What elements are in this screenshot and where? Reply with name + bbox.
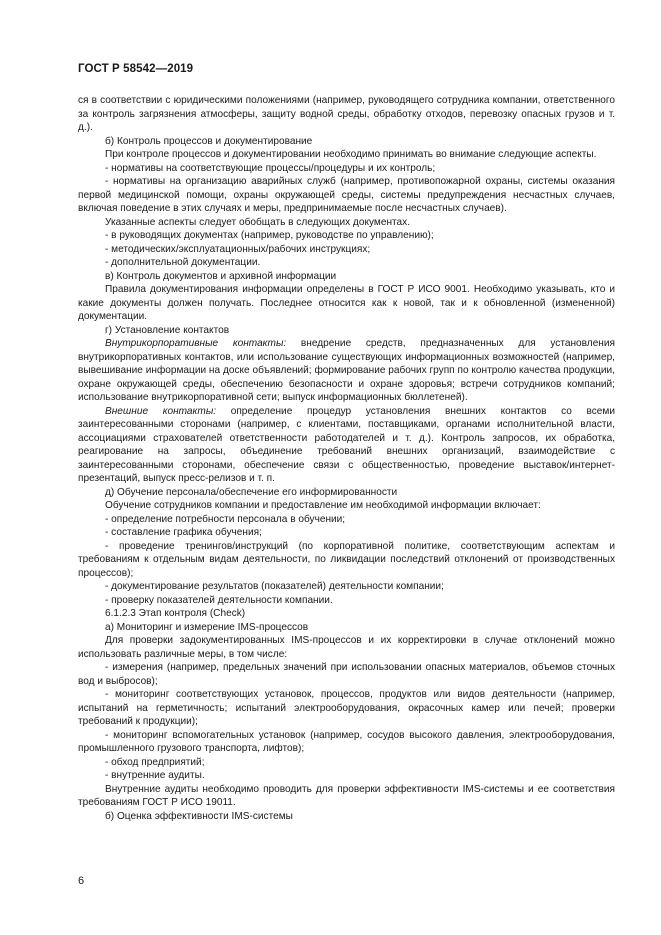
paragraph bbox=[78, 513, 615, 527]
paragraph bbox=[78, 486, 615, 500]
paragraph bbox=[78, 499, 615, 513]
paragraph bbox=[78, 607, 615, 621]
document-body bbox=[78, 94, 615, 823]
paragraph-text: - измерения (например, предельных значений при использовании опасных материалов, объемов сточных вод и выбросов); bbox=[78, 662, 615, 687]
paragraph-text: При контроле процессов и документировании необходимо принимать во внимание следующие аспекты. bbox=[105, 149, 597, 160]
paragraph bbox=[78, 688, 615, 729]
paragraph-text: - в руководящих документах (например, руководстве по управлению); bbox=[105, 230, 434, 241]
paragraph bbox=[78, 783, 615, 810]
paragraph-lead-term: Внешние контакты: bbox=[105, 405, 217, 417]
paragraph bbox=[78, 756, 615, 770]
paragraph bbox=[78, 216, 615, 230]
paragraph bbox=[78, 283, 615, 324]
paragraph-text: а) Мониторинг и измерение IMS-процессов bbox=[105, 621, 309, 633]
document-header: ГОСТ Р 58542—2019 bbox=[78, 63, 194, 75]
paragraph bbox=[78, 661, 615, 688]
paragraph-text: 6.1.2.3 Этап контроля (Check) bbox=[105, 608, 246, 619]
paragraph-text: - документирование результатов (показателей) деятельности компании; bbox=[105, 581, 444, 592]
paragraph bbox=[78, 256, 615, 270]
paragraph-text: - мониторинг вспомогательных установок (например, сосудов высокого давления, электрооборудования, промышленного грузового транспорта, лифтов); bbox=[78, 729, 615, 754]
paragraph bbox=[78, 580, 615, 594]
paragraph-text: б) Оценка эффективности IMS-системы bbox=[105, 810, 293, 822]
paragraph-text: - нормативы на организацию аварийных служб (например, противопожарной охраны, системы оказания первой медицинской помощи, охраны окружающей среды, системы предупреждения несчастных случаев, включая поведение в этих случаях и меры, предпринимаемые после несчастных случаев). bbox=[78, 176, 615, 214]
paragraph bbox=[78, 337, 615, 405]
paragraph-text: Указанные аспекты следует обобщать в следующих документах. bbox=[105, 216, 411, 228]
paragraph bbox=[78, 634, 615, 661]
paragraph bbox=[78, 94, 615, 135]
paragraph-text: Обучение сотрудников компании и предоставление им необходимой информации включает: bbox=[105, 500, 541, 511]
paragraph-text: внедрение средств, предназначенных для установления внутрикорпоративных контактов, или использование существующих информационных возможностей (например, вывешивание информации на доске объявлений; формирование рабочих групп по контролю качества продукции, охране окружающей среды, обеспечению безопасности и охране здоровья; встречи сотрудников компаний; использование внутрикорпоративной сети; выпуск информационных бюллетеней). bbox=[78, 338, 615, 403]
paragraph-text: - проведение тренингов/инструкций (по корпоративной политике, соответствующим аспектам и требованиям к отдельным видам деятельности, по ликвидации последствий отклонений от производственных процессов); bbox=[78, 540, 615, 579]
paragraph-text: Правила документирования информации определены в ГОСТ Р ИСО 9001. Необходимо указывать, кто и какие документы должен получать. Последнее относится как к новой, так и к обновленной (измененной) документации. bbox=[78, 284, 615, 322]
paragraph-lead-term: Внутрикорпоративные контакты: bbox=[105, 338, 287, 349]
paragraph-text: - нормативы на соответствующие процессы/процедуры и их контроль; bbox=[105, 162, 436, 174]
paragraph-text: д) Обучение персонала/обеспечение его информированности bbox=[105, 486, 398, 498]
paragraph bbox=[78, 526, 615, 540]
paragraph-text: - обход предприятий; bbox=[105, 756, 205, 768]
paragraph bbox=[78, 135, 615, 149]
paragraph-text: в) Контроль документов и архивной информации bbox=[105, 270, 337, 282]
paragraph bbox=[78, 175, 615, 216]
paragraph-text: б) Контроль процессов и документирование bbox=[105, 135, 313, 147]
paragraph-text: - внутренние аудиты. bbox=[105, 770, 205, 781]
paragraph-text: - методических/эксплуатационных/рабочих инструкциях; bbox=[105, 243, 371, 255]
paragraph bbox=[78, 810, 615, 824]
paragraph-text: ся в соответствии с юридическими положениями (например, руководящего сотрудника компании, ответственного за контроль загрязнения атмосферы, защиту водной среды, обработку отходов, перевозку опасных грузов и т. д.). bbox=[78, 95, 615, 133]
paragraph bbox=[78, 594, 615, 608]
paragraph-text: - проверку показателей деятельности компании. bbox=[105, 594, 333, 606]
paragraph bbox=[78, 769, 615, 783]
paragraph-text: г) Установление контактов bbox=[105, 324, 230, 336]
paragraph-text: определение процедур установления внешних контактов со всеми заинтересованными сторонами (например, с клиентами, поставщиками, органами исполнительной власти, ассоциациями страхователей ответственности работодателей и т. д.). Контроль запросов, их обработка, реагирование на запросы, объединение требований внешних организаций, взаимодействие с заинтересованными сторонами, обеспечение связи с общественностью, проведение выставок/интернет-презентаций, выпуск пресс-релизов и т. п. bbox=[78, 405, 616, 484]
paragraph bbox=[78, 148, 615, 162]
page-number: 6 bbox=[78, 875, 85, 887]
paragraph bbox=[78, 540, 615, 581]
paragraph-text: Внутренние аудиты необходимо проводить для проверки эффективности IMS-системы и ее соответствия требованиям ГОСТ Р ИСО 19011. bbox=[78, 783, 615, 808]
paragraph-text: - мониторинг соответствующих установок, процессов, продуктов или видов деятельности (например, испытаний на герметичность; испытаний электрооборудования, окрасочных камер или печей; проверки требований к продукции); bbox=[78, 689, 615, 727]
paragraph bbox=[78, 324, 615, 338]
paragraph-text: - составление графика обучения; bbox=[105, 527, 262, 538]
paragraph bbox=[78, 621, 615, 635]
paragraph bbox=[78, 229, 615, 243]
paragraph-text: - определение потребности персонала в обучении; bbox=[105, 513, 346, 525]
paragraph bbox=[78, 162, 615, 176]
paragraph-text: - дополнительной документации. bbox=[105, 257, 261, 268]
paragraph bbox=[78, 405, 615, 486]
paragraph bbox=[78, 729, 615, 756]
paragraph bbox=[78, 270, 615, 284]
paragraph-text: Для проверки задокументированных IMS-процессов и их корректировки в случае отклонений можно использовать различные меры, в том числе: bbox=[78, 635, 615, 660]
paragraph bbox=[78, 243, 615, 257]
